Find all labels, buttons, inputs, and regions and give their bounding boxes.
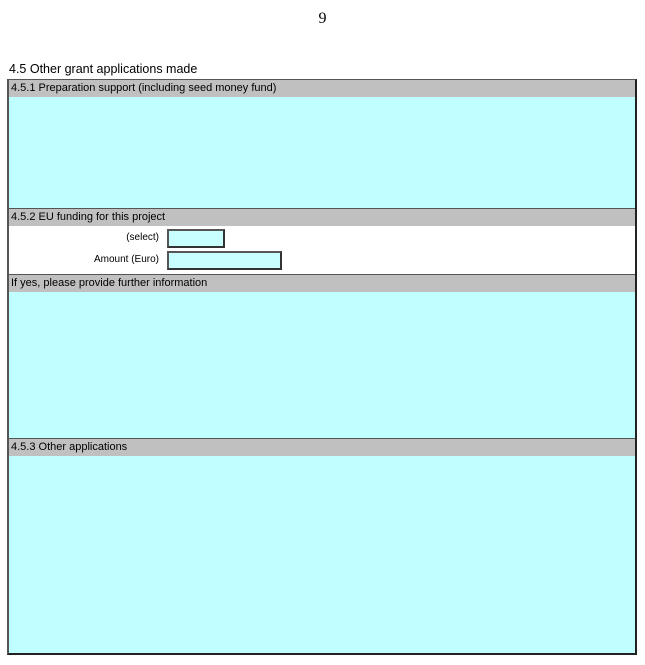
amount-euro-input[interactable] (167, 251, 282, 270)
header-preparation-support: 4.5.1 Preparation support (including seed money fund) (9, 79, 635, 97)
eu-funding-select-label: (select) (126, 232, 159, 243)
further-information-textarea[interactable] (9, 292, 635, 438)
other-applications-textarea[interactable] (9, 456, 635, 653)
eu-funding-fields (9, 226, 635, 274)
header-further-information: If yes, please provide further information (9, 274, 635, 292)
page-number: 9 (318, 10, 327, 27)
section-title: 4.5 Other grant applications made (9, 62, 198, 76)
grant-applications-form (7, 79, 637, 655)
eu-funding-select[interactable] (167, 229, 225, 248)
preparation-support-textarea[interactable] (9, 97, 635, 208)
header-other-applications: 4.5.3 Other applications (9, 438, 635, 456)
header-eu-funding: 4.5.2 EU funding for this project (9, 208, 635, 226)
amount-euro-label: Amount (Euro) (93, 254, 159, 265)
